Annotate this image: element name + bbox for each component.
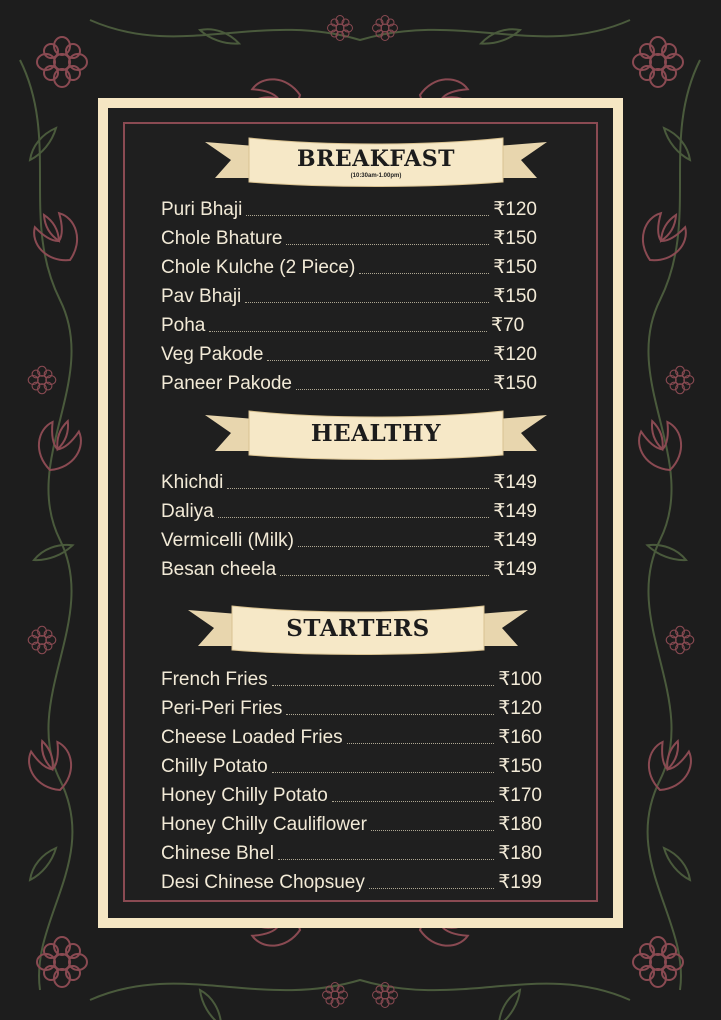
dot-leader [245, 302, 489, 303]
dot-leader [286, 714, 494, 715]
item-price: ₹120 [493, 344, 537, 365]
item-name: Veg Pakode [161, 344, 264, 365]
menu-item [161, 343, 537, 367]
item-name: Desi Chinese Chopsuey [161, 872, 365, 893]
item-price: ₹150 [493, 286, 537, 307]
item-name: Pav Bhaji [161, 286, 242, 307]
menu-item [161, 529, 537, 553]
menu-item [161, 668, 542, 692]
dot-leader [267, 360, 489, 361]
menu-item [161, 842, 542, 866]
item-price: ₹149 [493, 530, 537, 551]
dot-leader [347, 743, 495, 744]
menu-item [161, 784, 542, 808]
menu-item [161, 755, 542, 779]
dot-leader [359, 273, 489, 274]
item-price: ₹120 [498, 698, 542, 719]
item-price: ₹180 [498, 814, 542, 835]
dot-leader [280, 575, 489, 576]
dot-leader [278, 859, 494, 860]
item-price: ₹149 [493, 472, 537, 493]
dot-leader [209, 331, 487, 332]
dot-leader [369, 888, 494, 889]
section-hours: (10:30am-1.00pm) [350, 173, 402, 179]
menu-item [161, 471, 537, 495]
section-banner-breakfast [205, 132, 547, 190]
item-price: ₹100 [498, 669, 542, 690]
dot-leader [227, 488, 489, 489]
menu-item [161, 500, 537, 524]
item-name: Puri Bhaji [161, 199, 243, 220]
item-price: ₹149 [493, 501, 537, 522]
dot-leader [272, 685, 495, 686]
item-price: ₹160 [498, 727, 542, 748]
item-name: Paneer Pakode [161, 373, 292, 394]
dot-leader [332, 801, 494, 802]
dot-leader [298, 546, 489, 547]
item-price: ₹120 [493, 199, 537, 220]
item-name: Besan cheela [161, 559, 277, 580]
item-name: Chilly Potato [161, 756, 268, 777]
menu-item [161, 314, 537, 338]
item-name: Poha [161, 315, 206, 336]
item-price: ₹150 [498, 756, 542, 777]
item-name: Daliya [161, 501, 214, 522]
item-name: Chole Kulche (2 Piece) [161, 257, 356, 278]
menu-item [161, 285, 537, 309]
item-price: ₹170 [498, 785, 542, 806]
item-name: French Fries [161, 669, 268, 690]
item-price: ₹149 [493, 559, 537, 580]
item-price: ₹150 [493, 228, 537, 249]
item-price: ₹180 [498, 843, 542, 864]
item-price: ₹150 [493, 257, 537, 278]
dot-leader [272, 772, 495, 773]
item-name: Vermicelli (Milk) [161, 530, 294, 551]
menu-item [161, 697, 542, 721]
item-price: ₹150 [493, 373, 537, 394]
section-banner-starters [188, 600, 528, 658]
menu-item [161, 256, 537, 280]
section-title: BREAKFAST [297, 146, 455, 172]
menu-item [161, 372, 537, 396]
section-title: STARTERS [286, 615, 430, 642]
menu-item [161, 871, 542, 895]
section-title: HEALTHY [310, 420, 442, 447]
item-name: Honey Chilly Cauliflower [161, 814, 367, 835]
item-name: Chole Bhature [161, 228, 283, 249]
section-banner-healthy [205, 405, 547, 463]
dot-leader [246, 215, 489, 216]
dot-leader [296, 389, 489, 390]
item-name: Khichdi [161, 472, 224, 493]
item-price: ₹199 [498, 872, 542, 893]
menu-item [161, 813, 542, 837]
item-name: Cheese Loaded Fries [161, 727, 343, 748]
menu-item [161, 726, 542, 750]
item-name: Peri-Peri Fries [161, 698, 283, 719]
dot-leader [286, 244, 489, 245]
item-name: Honey Chilly Potato [161, 785, 328, 806]
menu-item [161, 558, 537, 582]
menu-item [161, 198, 537, 222]
item-price: ₹70 [491, 315, 525, 336]
dot-leader [371, 830, 494, 831]
dot-leader [218, 517, 489, 518]
menu-item [161, 227, 537, 251]
item-name: Chinese Bhel [161, 843, 275, 864]
